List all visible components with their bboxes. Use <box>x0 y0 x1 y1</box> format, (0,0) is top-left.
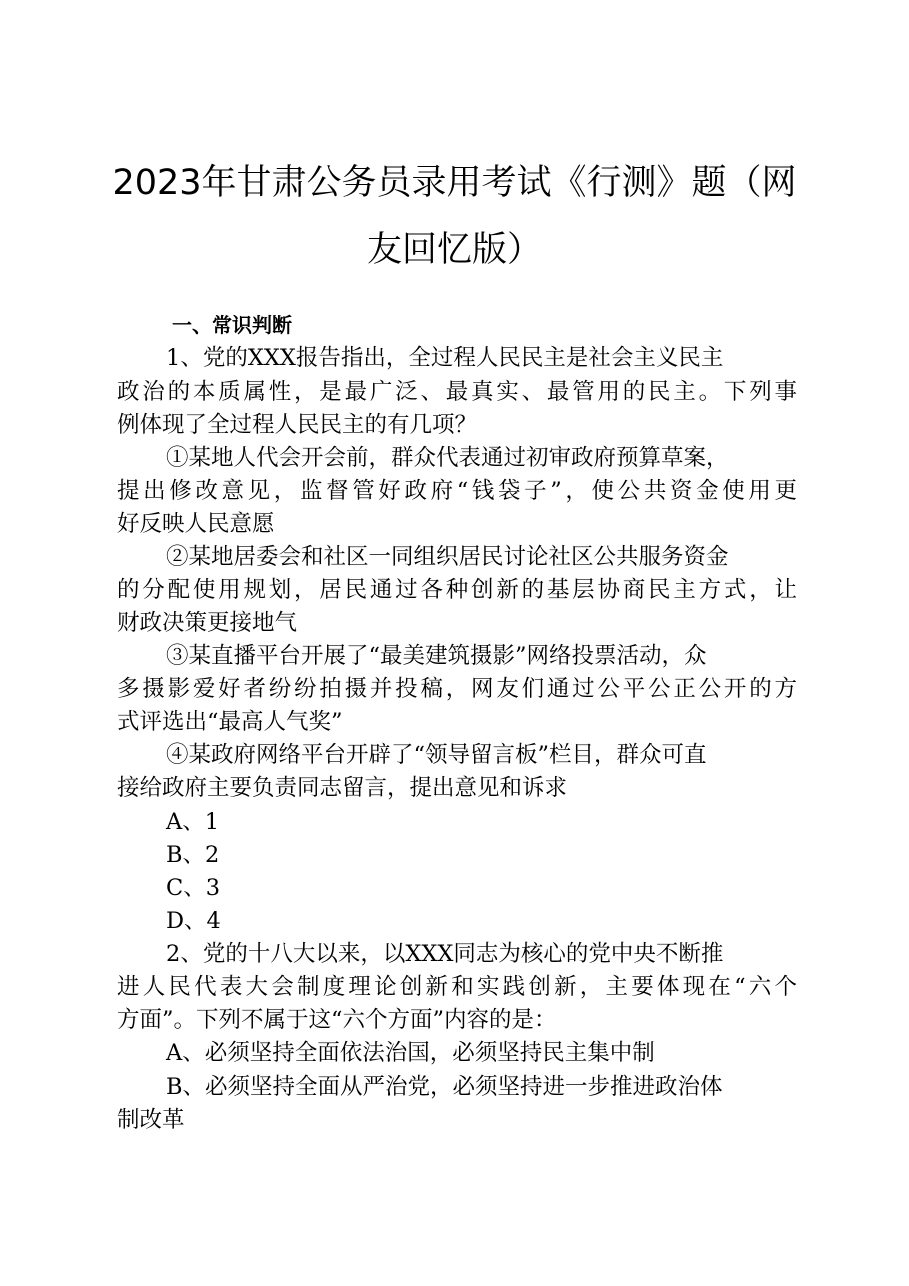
q1-stem-line-2: 政治的本质属性，是最广泛、最真实、最管用的民主。下列事 <box>117 379 797 405</box>
q2-stem-line-1: 2、党的十八大以来，以XXX同志为核心的党中央不断推 <box>166 941 724 967</box>
q1-option-a: A、1 <box>166 809 220 835</box>
section-heading: 一、常识判断 <box>172 313 292 337</box>
page-title-line-1: 2023年甘肃公务员录用考试《行测》题（网 <box>112 163 797 203</box>
q2-stem-line-3: 方面”。下列不属于这“六个方面”内容的是： <box>117 1007 557 1033</box>
q1-item-2-line-3: 财政决策更接地气 <box>117 610 298 636</box>
q1-item-1-line-3: 好反映人民意愿 <box>117 511 275 537</box>
q2-option-b-line-1: B、必须坚持全面从严治党，必须坚持进一步推进政治体 <box>166 1074 723 1100</box>
q1-item-1-line-1: ①某地人代会开会前，群众代表通过初审政府预算草案， <box>166 445 729 471</box>
page-title-line-2: 友回忆版） <box>366 230 542 270</box>
q1-item-4-line-1: ④某政府网络平台开辟了“领导留言板”栏目，群众可直 <box>166 742 707 768</box>
q2-option-b-line-2: 制改革 <box>117 1107 185 1133</box>
q1-option-c: C、3 <box>166 875 221 901</box>
q1-item-3-line-1: ③某直播平台开展了“最美建筑摄影”网络投票活动，众 <box>166 643 707 669</box>
q2-stem-line-2: 进人民代表大会制度理论创新和实践创新，主要体现在“六个 <box>117 974 797 1000</box>
q2-option-a: A、必须坚持全面依法治国，必须坚持民主集中制 <box>166 1040 655 1066</box>
q1-stem-line-3: 例体现了全过程人民民主的有几项？ <box>117 412 478 438</box>
q1-item-2-line-1: ②某地居委会和社区一同组织居民讨论社区公共服务资金 <box>166 544 729 570</box>
q1-item-2-line-2: 的分配使用规划，居民通过各种创新的基层协商民主方式，让 <box>117 577 797 603</box>
q1-item-3-line-3: 式评选出“最高人气奖” <box>117 709 343 735</box>
q1-option-b: B、2 <box>166 842 220 868</box>
q1-item-1-line-2: 提出修改意见，监督管好政府“钱袋子”，使公共资金使用更 <box>117 478 797 504</box>
q1-item-3-line-2: 多摄影爱好者纷纷拍摄并投稿，网友们通过公平公正公开的方 <box>117 676 797 702</box>
q1-option-d: D、4 <box>166 908 221 934</box>
q1-item-4-line-2: 接给政府主要负责同志留言，提出意见和诉求 <box>117 775 568 801</box>
q1-stem-line-1: 1、党的XXX报告指出，全过程人民民主是社会主义民主 <box>166 345 724 371</box>
